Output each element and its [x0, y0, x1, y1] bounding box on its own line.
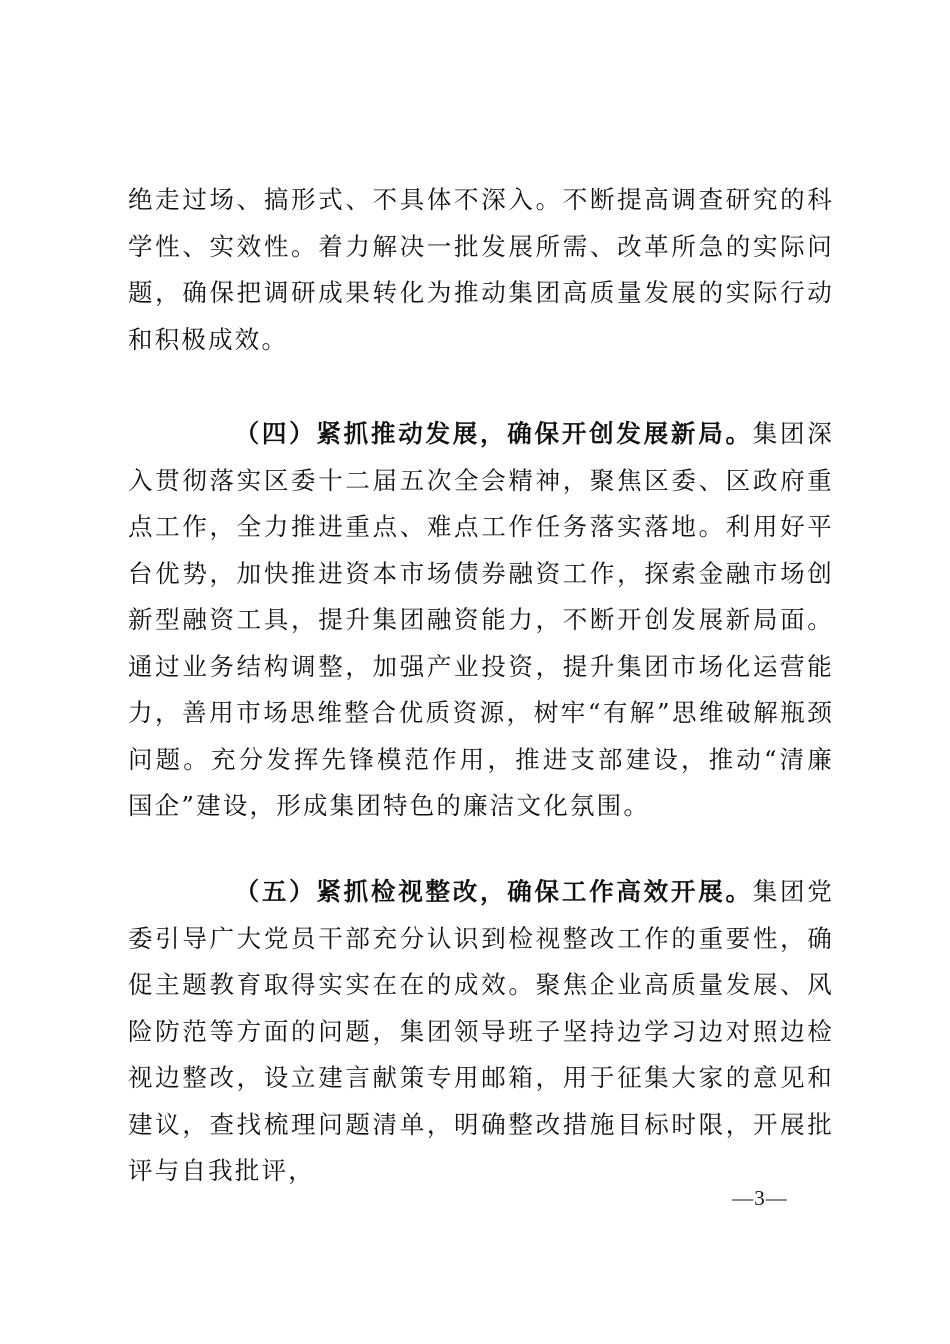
paragraph-section-four: [128, 411, 834, 830]
paragraph-1-text: 绝走过场、搞形式、不具体不深入。不断提高调查研究的科学性、实效性。着力解决一批发展所需、改革所急的实际问题，确保把调研成果转化为推动集团高质量发展的实际行动和积极成效。: [128, 185, 834, 354]
page-number: —3—: [732, 1186, 788, 1210]
section-five-text: 集团党委引导广大党员干部充分认识到检视整改工作的重要性，确促主题教育取得实实在在的成效。聚焦企业高质量发展、风险防范等方面的问题，集团领导班子坚持边学习边对照边检视边整改，设立建言献策专用邮箱，用于征集大家的意见和建议，查找梳理问题清单，明确整改措施目标时限，开展批评与自我批评，: [128, 877, 834, 1185]
paragraph-section-five: [128, 869, 834, 1195]
paragraph-continuation: [128, 177, 834, 363]
section-five-heading: （五）紧抓检视整改，确保工作高效开展。: [234, 877, 753, 906]
section-four-heading: （四）紧抓推动发展，确保开创发展新局。: [234, 419, 753, 448]
section-four-text: 集团深入贯彻落实区委十二届五次全会精神，聚焦区委、区政府重点工作，全力推进重点、难点工作任务落实落地。利用好平台优势，加快推进资本市场债券融资工作，探索金融市场创新型融资工具，提升集团融资能力，不断开创发展新局面。通过业务结构调整，加强产业投资，提升集团市场化运营能力，善用市场思维整合优质资源，树牢“有解”思维破解瓶颈问题。充分发挥先锋模范作用，推进支部建设，推动“清廉国企”建设，形成集团特色的廉洁文化氛围。: [128, 419, 834, 820]
